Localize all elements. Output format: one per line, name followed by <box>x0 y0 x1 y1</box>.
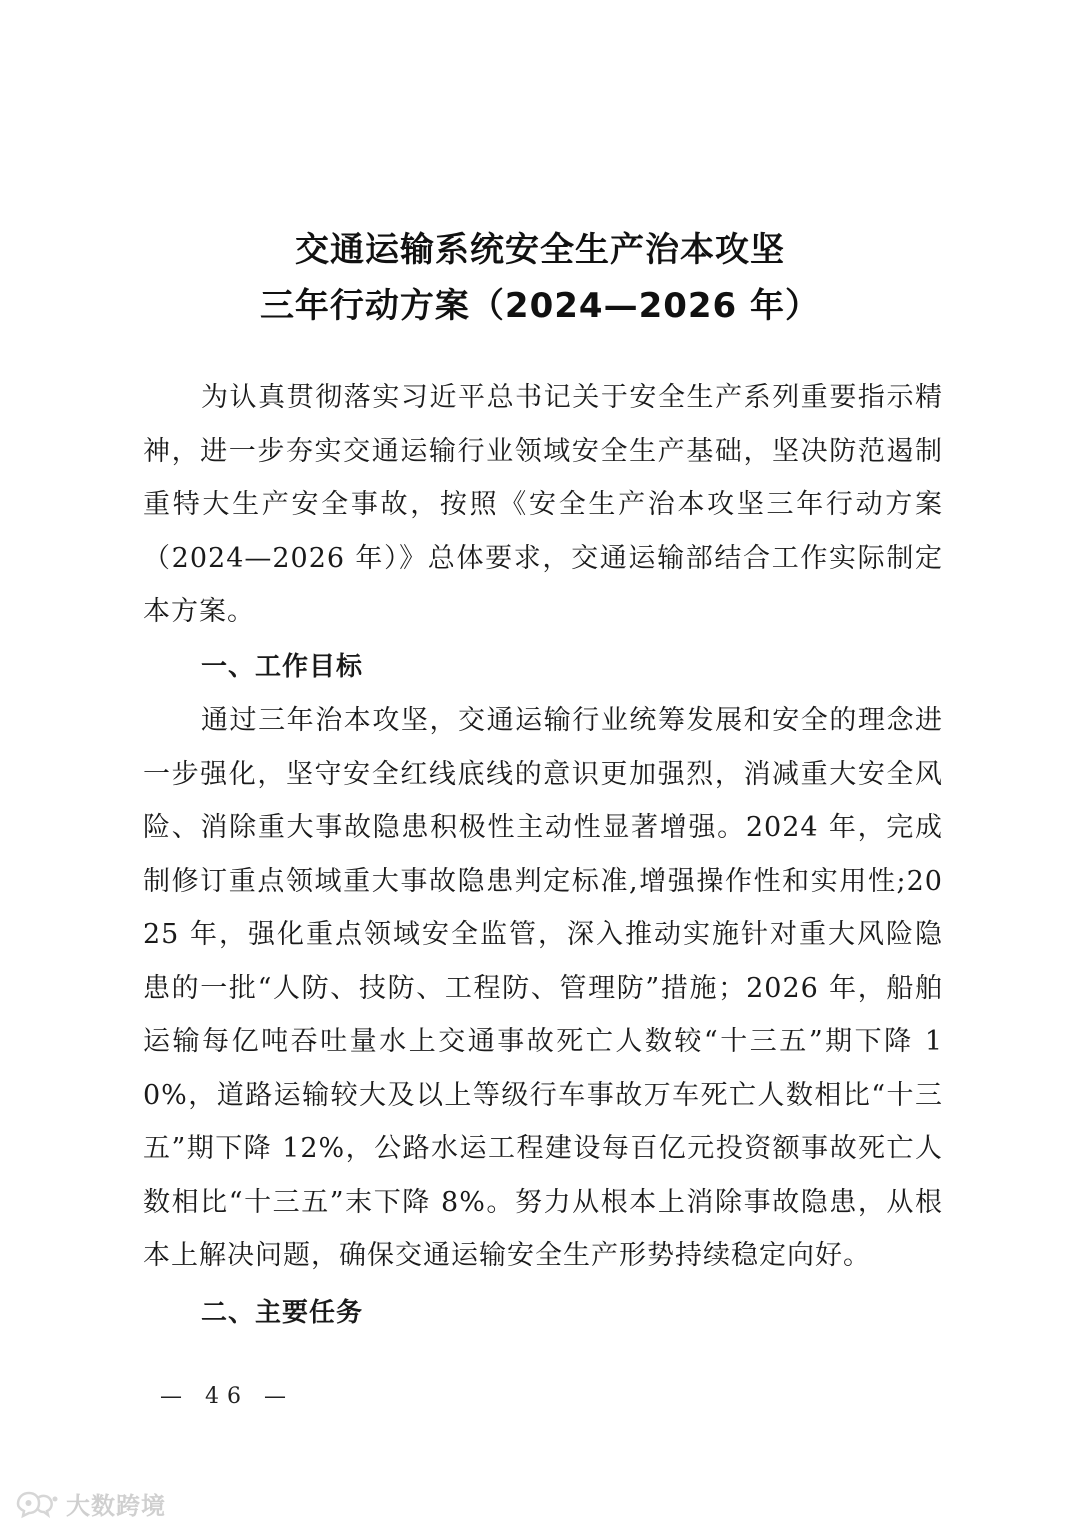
document-title-line-2: 三年行动方案（2024—2026 年） <box>259 286 821 326</box>
section-heading-main-tasks: 二、主要任务 <box>201 1297 364 1328</box>
watermark-text: 大数跨境 <box>66 1492 166 1520</box>
chat-bubble-logo-icon <box>14 1489 60 1519</box>
document-title-line-1: 交通运输系统安全生产治本攻坚 <box>295 230 785 270</box>
section-heading-work-goals: 一、工作目标 <box>201 651 364 682</box>
page-number: — 46 — <box>160 1384 294 1409</box>
watermark <box>14 1486 166 1521</box>
document-body <box>143 371 943 1340</box>
intro-paragraph: 为认真贯彻落实习近平总书记关于安全生产系列重要指示精神，进一步夯实交通运输行业领域安全生产基础，坚决防范遏制重特大生产安全事故，按照《安全生产治本攻坚三年行动方案（2024—2026 年）》总体要求，交通运输部结合工作实际制定本方案。 <box>143 382 943 627</box>
work-goals-paragraph: 通过三年治本攻坚，交通运输行业统筹发展和安全的理念进一步强化，坚守安全红线底线的意识更加强烈，消减重大安全风险、消除重大事故隐患积极性主动性显著增强。2024 年，完成制修订重点领域重大事故隐患判定标准,增强操作性和实用性;2025 年，强化重点领域安全监管，深入推动实施针对重大风险隐患的一批“人防、技防、工程防、管理防”措施；2026 年，船舶运输每亿吨吞吐量水上交通事故死亡人数较“十三五”期下降 10%，道路运输较大及以上等级行车事故万车死亡人数相比“十三五”期下降 12%，公路水运工程建设每百亿元投资额事故死亡人数相比“十三五”末下降 8%。努力从根本上消除事故隐患，从根本上解决问题，确保交通运输安全生产形势持续稳定向好。 <box>143 705 943 1271</box>
